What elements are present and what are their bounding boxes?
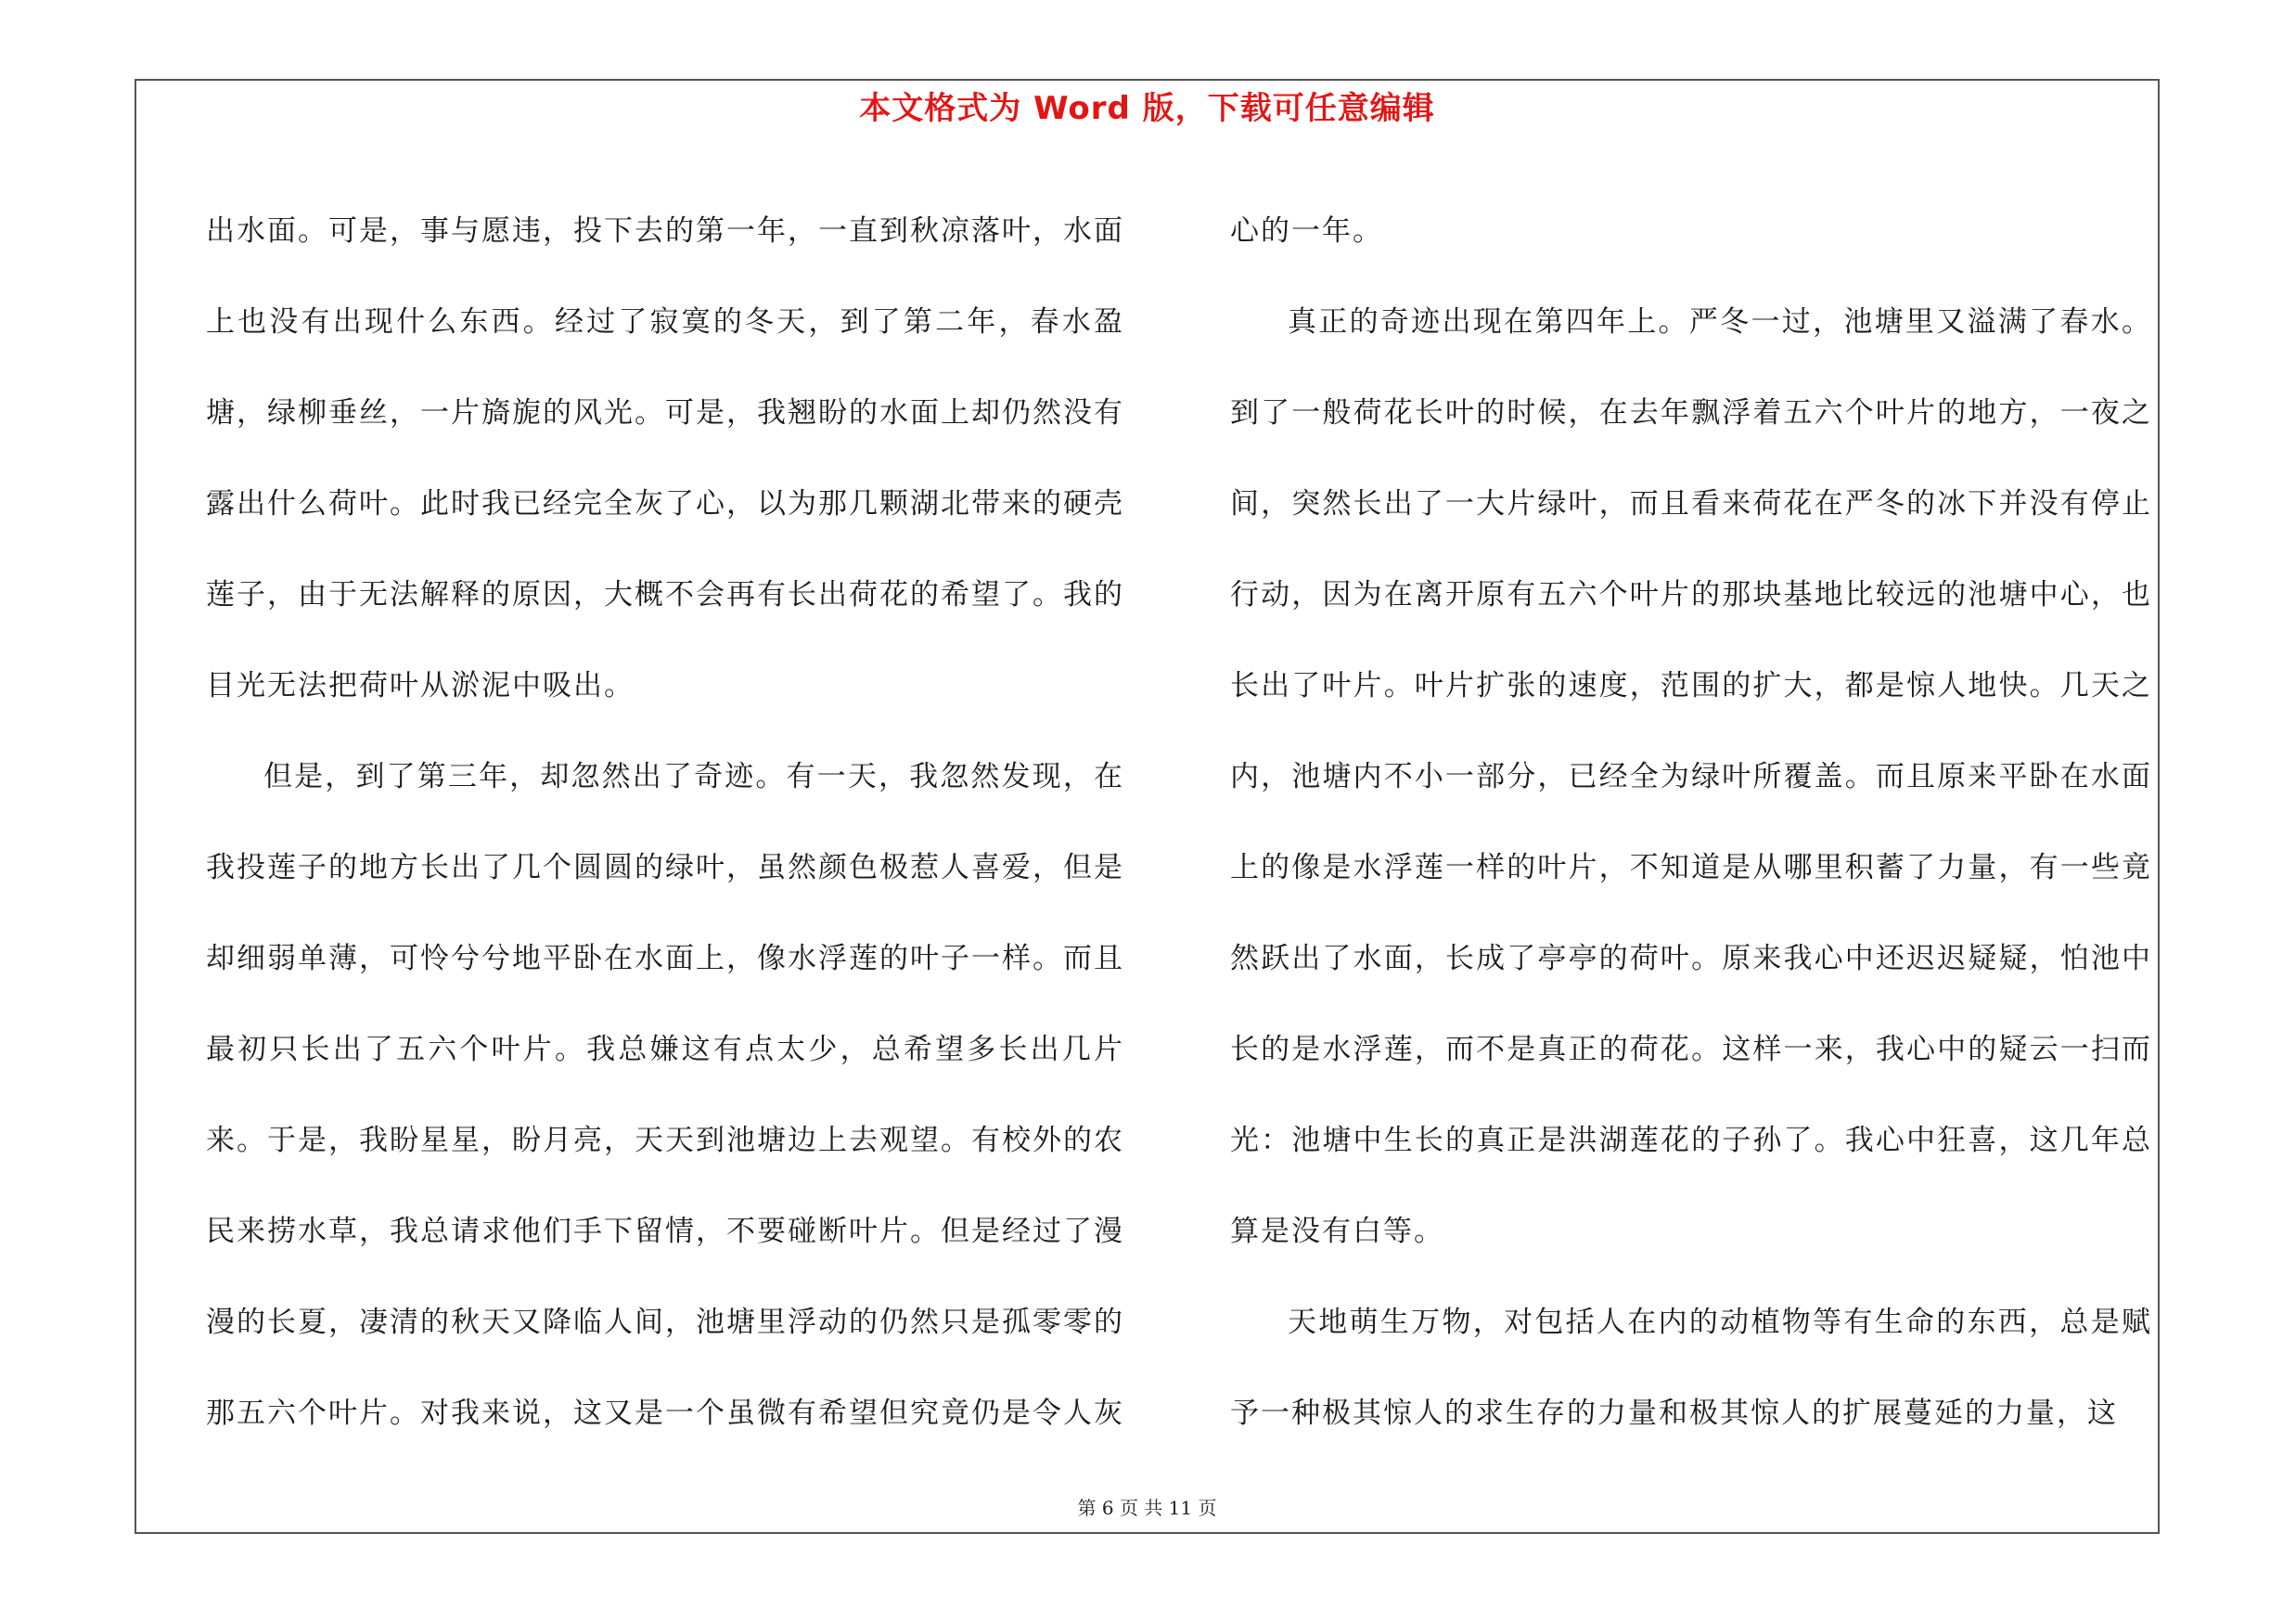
page-number-footer: 第 6 页 共 11 页 (1077, 1497, 1217, 1519)
left-text-column (206, 186, 1124, 1459)
paragraph: 天地萌生万物，对包括人在内的动植物等有生命的东西，总是赋予一种极其惊人的求生存的力量和极其惊人的扩展蔓延的力量，这 (1230, 1306, 2152, 1430)
paragraph: 真正的奇迹出现在第四年上。严冬一过，池塘里又溢满了春水。到了一般荷花长叶的时候，在去年飘浮着五六个叶片的地方，一夜之间，突然长出了一大片绿叶，而且看来荷花在严冬的冰下并没有停止行动，因为在离开原有五六个叶片的那块基地比较远的池塘中心，也长出了叶片。叶片扩张的速度，范围的扩大，都是惊人地快。几天之内，池塘内不小一部分，已经全为绿叶所覆盖。而且原来平卧在水面上的像是水浮莲一样的叶片，不知道是从哪里积蓄了力量，有一些竟然跃出了水面，长成了亭亭的荷叶。原来我心中还迟迟疑疑，怕池中长的是水浮莲，而不是真正的荷花。这样一来，我心中的疑云一扫而光：池塘中生长的真正是洪湖莲花的子孙了。我心中狂喜，这几年总算是没有白等。 (1230, 305, 2152, 1248)
paragraph: 但是，到了第三年，却忽然出了奇迹。有一天，我忽然发现，在我投莲子的地方长出了几个圆圆的绿叶，虽然颜色极惹人喜爱，但是却细弱单薄，可怜兮兮地平卧在水面上，像水浮莲的叶子一样。而且最初只长出了五六个叶片。我总嫌这有点太少，总希望多长出几片来。于是，我盼星星，盼月亮，天天到池塘边上去观望。有校外的农民来捞水草，我总请求他们手下留情，不要碰断叶片。但是经过了漫漫的长夏，凄清的秋天又降临人间，池塘里浮动的仍然只是孤零零的那五六个叶片。对我来说，这又是一个虽微有希望但究竟仍是令人灰 (206, 760, 1124, 1430)
right-text-column (1230, 186, 2152, 1459)
paragraph: 心的一年。 (1230, 214, 1383, 248)
paragraph: 出水面。可是，事与愿违，投下去的第一年，一直到秋凉落叶，水面上也没有出现什么东西。经过了寂寞的冬天，到了第二年，春水盈塘，绿柳垂丝，一片旖旎的风光。可是，我翘盼的水面上却仍然没有露出什么荷叶。此时我已经完全灰了心，以为那几颗湖北带来的硬壳莲子，由于无法解释的原因，大概不会再有长出荷花的希望了。我的目光无法把荷叶从淤泥中吸出。 (206, 214, 1124, 702)
document-header-notice: 本文格式为 Word 版，下载可任意编辑 (859, 90, 1435, 127)
